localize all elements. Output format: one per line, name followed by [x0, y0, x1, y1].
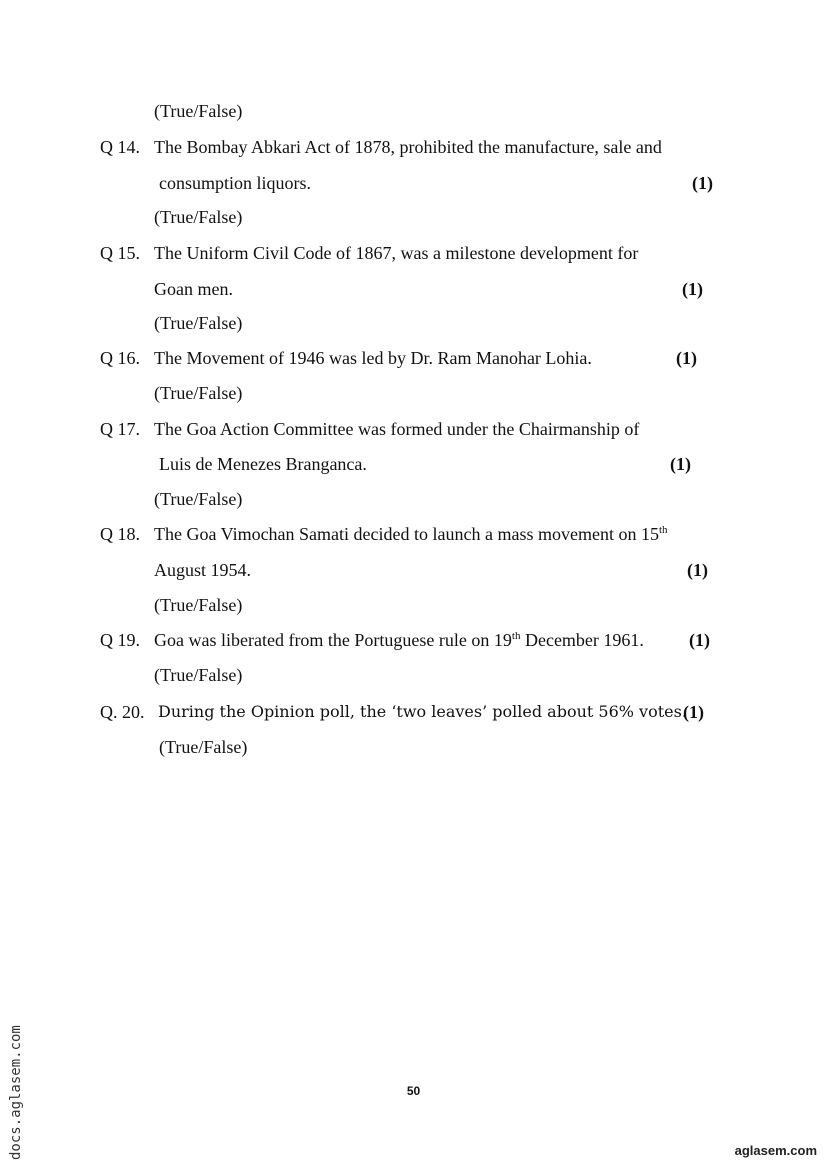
question-text-continued: Luis de Menezes Branganca. — [159, 454, 367, 474]
question-number: Q 18. — [100, 524, 140, 544]
page-number: 50 — [406, 1084, 421, 1098]
marks: (1) — [670, 454, 691, 474]
answer-options: (True/False) — [154, 665, 243, 685]
question-text: The Goa Vimochan Samati decided to launch a mass movement on 15 — [154, 524, 659, 544]
question-text-continued: Goan men. — [154, 279, 233, 299]
question-text-line — [154, 523, 668, 545]
brand-link[interactable]: aglasem.com — [734, 1143, 817, 1158]
question-number: Q. 20. — [100, 702, 145, 722]
question-text: During the Opinion poll, the ‘two leaves’ polled about 56% votes. — [158, 702, 687, 721]
marks: (1) — [692, 173, 713, 193]
answer-options: (True/False) — [154, 207, 243, 227]
marks: (1) — [682, 279, 703, 299]
question-number: Q 19. — [100, 630, 140, 650]
answer-options: (True/False) — [154, 383, 243, 403]
ordinal-suffix: th — [658, 524, 668, 536]
marks: (1) — [676, 348, 697, 368]
carryover-answer: (True/False) — [154, 101, 243, 121]
question-text-continued: consumption liquors. — [159, 173, 311, 193]
side-watermark: docs.aglasem.com — [8, 1025, 24, 1160]
answer-options: (True/False) — [159, 737, 248, 757]
marks: (1) — [683, 702, 704, 722]
question-text: Goa was liberated from the Portuguese rule on 19 — [154, 630, 512, 650]
marks: (1) — [689, 630, 710, 650]
question-text-line — [154, 629, 644, 651]
answer-options: (True/False) — [154, 489, 243, 509]
marks: (1) — [687, 560, 708, 580]
question-text: The Goa Action Committee was formed under the Chairmanship of — [154, 419, 640, 439]
question-number: Q 16. — [100, 348, 140, 368]
question-text: The Bombay Abkari Act of 1878, prohibited the manufacture, sale and — [154, 137, 662, 157]
question-text-end: December 1961. — [520, 630, 644, 650]
answer-options: (True/False) — [154, 595, 243, 615]
ordinal-suffix: th — [511, 630, 521, 642]
question-number: Q 15. — [100, 243, 140, 263]
question-text: The Movement of 1946 was led by Dr. Ram Manohar Lohia. — [154, 348, 592, 368]
question-text-continued: August 1954. — [154, 560, 252, 580]
answer-options: (True/False) — [154, 313, 243, 333]
question-text: The Uniform Civil Code of 1867, was a milestone development for — [154, 243, 639, 263]
question-number: Q 14. — [100, 137, 140, 157]
question-number: Q 17. — [100, 419, 140, 439]
